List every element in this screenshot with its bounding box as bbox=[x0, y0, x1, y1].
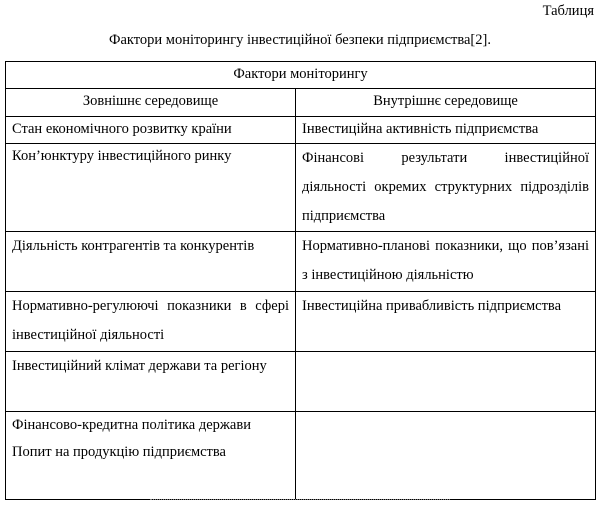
table-row bbox=[6, 144, 596, 232]
table-title: Фактори моніторингу інвестиційної безпеки підприємства[2]. bbox=[109, 32, 491, 48]
internal-factor-cell bbox=[296, 412, 596, 500]
external-factor-cell bbox=[6, 232, 296, 292]
external-factor-text: Стан економічного розвитку країни bbox=[12, 121, 232, 137]
table-header-row bbox=[6, 62, 596, 89]
internal-factor-text: Нормативно-планові показники, що пов’язані з інвестиційною діяльністю bbox=[302, 238, 590, 283]
column-header-row bbox=[6, 89, 596, 117]
external-factor-cell bbox=[6, 292, 296, 352]
column-header-external: Зовнішнє середовище bbox=[6, 89, 296, 117]
external-factor-cell bbox=[6, 117, 296, 144]
external-factor-cell bbox=[6, 144, 296, 232]
table-row bbox=[6, 117, 596, 144]
internal-factor-cell bbox=[296, 117, 596, 144]
external-factor-text: Попит на продукцію підприємства bbox=[12, 444, 226, 460]
column-header-internal: Внутрішнє середовище bbox=[296, 89, 596, 117]
table-row bbox=[6, 292, 596, 352]
external-factor-text: Фінансово-кредитна політика держави bbox=[12, 417, 251, 433]
external-factor-cell bbox=[6, 412, 296, 500]
external-factor-cell bbox=[6, 352, 296, 412]
table-row bbox=[6, 352, 596, 412]
internal-factor-text: Фінансові результати інвестиційної діяльності окремих структурних підрозділів підприємства bbox=[302, 150, 590, 224]
internal-factor-text: Інвестиційна привабливість підприємства bbox=[302, 298, 562, 314]
table-row bbox=[6, 232, 596, 292]
external-factor-text: Інвестиційний клімат держави та регіону bbox=[12, 358, 267, 374]
table-row bbox=[6, 412, 596, 500]
factors-table bbox=[5, 61, 596, 500]
internal-factor-cell bbox=[296, 292, 596, 352]
external-factor-text: Нормативно-регулюючі показники в сфері інвестиційної діяльності bbox=[12, 298, 289, 343]
external-factor-text: Діяльність контрагентів та конкурентів bbox=[12, 238, 255, 254]
table-caption: Таблиця bbox=[542, 3, 594, 19]
external-factor-text: Кон’юнктуру інвестиційного ринку bbox=[12, 148, 232, 164]
internal-factor-text: Інвестиційна активність підприємства bbox=[302, 121, 539, 137]
table-header-cell: Фактори моніторингу bbox=[6, 62, 596, 89]
page-bottom-edge bbox=[0, 496, 600, 507]
internal-factor-cell bbox=[296, 352, 596, 412]
cut-off-text-line bbox=[150, 499, 450, 503]
internal-factor-cell bbox=[296, 144, 596, 232]
internal-factor-cell bbox=[296, 232, 596, 292]
